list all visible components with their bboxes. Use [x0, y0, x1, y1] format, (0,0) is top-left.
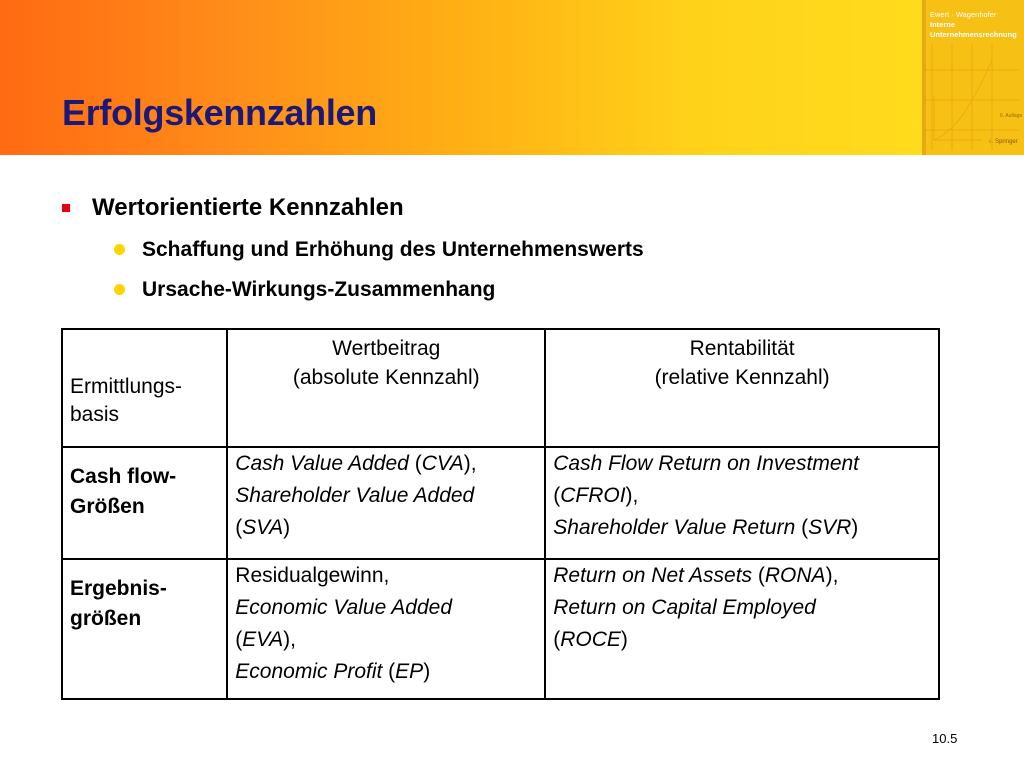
row-label-cash-flow	[62, 447, 227, 559]
cell-line: Ermittlungs-	[70, 375, 183, 398]
yellow-dot-bullet-icon	[114, 284, 125, 295]
bullet-main-text: Wertorientierte Kennzahlen	[92, 194, 404, 221]
yellow-dot-bullet-icon	[114, 244, 125, 255]
cell-line: Ergebnis-	[70, 577, 167, 600]
cell-line: größen	[70, 607, 142, 630]
book-edition: 6. Auflage	[1000, 113, 1023, 119]
cell-line: (relative Kennzahl)	[654, 366, 830, 389]
cell-line: Shareholder Value Return (SVR)	[553, 516, 859, 539]
header-cell-wertbeitrag	[227, 329, 545, 447]
cell-line: (SVA)	[235, 516, 291, 539]
cell-line: basis	[70, 403, 120, 426]
cell-line: Größen	[70, 495, 145, 518]
cell-line: Rentabilität	[689, 337, 795, 360]
bullet-sub-text: Schaffung und Erhöhung des Unternehmenswerts	[142, 238, 644, 261]
table-cell	[227, 447, 545, 559]
cell-line: (CFROI),	[553, 484, 639, 507]
cell-line: Return on Net Assets (RONA),	[553, 564, 839, 587]
book-cover-image	[922, 0, 1024, 155]
book-publisher-label: Springer	[995, 139, 1018, 145]
cell-line: Cash Value Added (CVA),	[235, 452, 477, 475]
table-row	[62, 559, 939, 699]
table-cell	[545, 559, 939, 699]
header-cell-ermittlungsbasis	[62, 329, 227, 447]
page-title: Erfolgskennzahlen	[62, 92, 377, 133]
slide-header	[0, 0, 1024, 155]
book-title	[930, 20, 1017, 40]
springer-horse-icon: ♘	[988, 139, 994, 145]
cell-line: (absolute Kennzahl)	[292, 366, 480, 389]
table-cell	[227, 559, 545, 699]
cell-line: Cash Flow Return on Investment	[553, 452, 860, 475]
page-number: 10.5	[932, 731, 958, 746]
header-cell-rentabilitaet	[545, 329, 939, 447]
book-publisher	[988, 138, 1018, 145]
row-label-ergebnis	[62, 559, 227, 699]
cell-line: Economic Profit (EP)	[235, 660, 431, 683]
cell-line: Shareholder Value Added	[235, 484, 475, 507]
cell-line: Economic Value Added	[235, 596, 453, 619]
book-title-line: Unternehmensrechnung	[930, 30, 1017, 39]
red-square-bullet-icon	[62, 204, 70, 212]
book-author: Ewert · Wagenhofer	[930, 10, 997, 19]
cell-line: (ROCE)	[553, 628, 628, 651]
cell-line: Return on Capital Employed	[553, 596, 816, 619]
cell-line: Residualgewinn,	[235, 564, 390, 587]
cell-line: Wertbeitrag	[332, 337, 441, 360]
cell-line: Cash flow-	[70, 465, 177, 488]
table-row	[62, 447, 939, 559]
bullet-sub-text: Ursache-Wirkungs-Zusammenhang	[142, 278, 496, 301]
table-header-row	[62, 329, 939, 447]
table-cell	[545, 447, 939, 559]
cell-line: (EVA),	[235, 628, 296, 651]
book-title-line: Interne	[930, 20, 956, 29]
kennzahlen-table	[61, 328, 940, 700]
